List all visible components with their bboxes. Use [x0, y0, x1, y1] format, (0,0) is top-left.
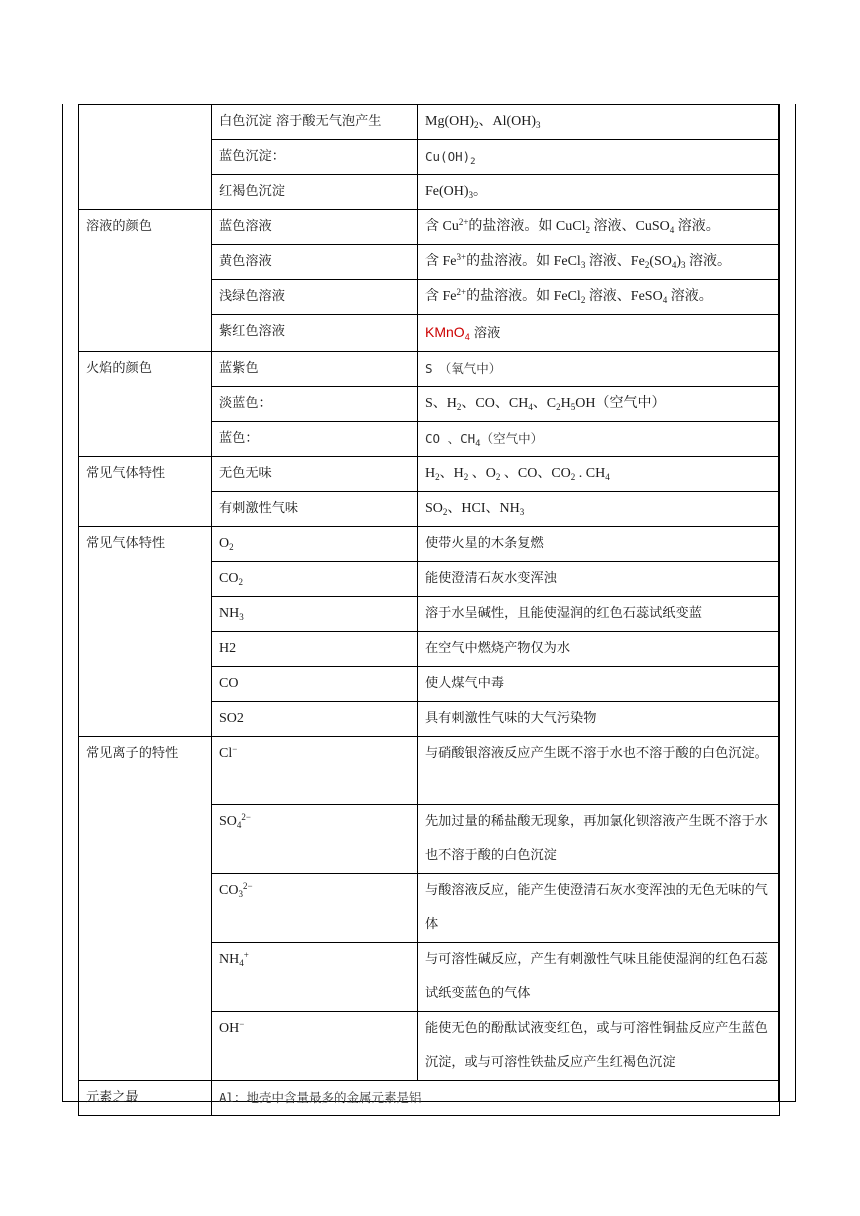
- item-cell: 淡蓝色：: [212, 387, 418, 422]
- detail-cell: S、$H_2$、CO、$CH_4$、$C_2H_5OH$（空气中）: [418, 387, 780, 422]
- detail-cell: $H_2$、$H_2$ 、$O_2$ 、CO、$CO_2$ . $CH_4$: [418, 457, 780, 492]
- item-cell: 紫红色溶液: [212, 315, 418, 352]
- table-row: [79, 1081, 780, 1116]
- item-cell: $O_2$: [212, 527, 418, 562]
- table-row: [79, 105, 780, 140]
- detail-cell: 在空气中燃烧产物仅为水: [418, 632, 780, 667]
- detail-cell: $SO_2$、HCI、$NH_3$: [418, 492, 780, 527]
- item-cell: 无色无味: [212, 457, 418, 492]
- item-cell: Cl−: [212, 737, 418, 805]
- category-cell: 溶液的颜色: [79, 210, 212, 352]
- detail-cell: 与硝酸银溶液反应产生既不溶于水也不溶于酸的白色沉淀。: [418, 737, 780, 805]
- table-row: [79, 210, 780, 245]
- detail-cell: 能使无色的酚酞试液变红色，或与可溶性铜盐反应产生蓝色沉淀，或与可溶性铁盐反应产生红褐色沉淀: [418, 1012, 780, 1081]
- detail-cell: S （氧气中）: [418, 352, 780, 387]
- detail-cell: 与可溶性碱反应，产生有刺激性气味且能使湿润的红色石蕊试纸变蓝色的气体: [418, 943, 780, 1012]
- item-cell: OH−: [212, 1012, 418, 1081]
- table-row: [79, 457, 780, 492]
- detail-cell: 先加过量的稀盐酸无现象，再加氯化钡溶液产生既不溶于水也不溶于酸的白色沉淀: [418, 805, 780, 874]
- detail-cell: $Mg(OH)_2$、$Al(OH)_3$: [418, 105, 780, 140]
- chemistry-table: [78, 104, 780, 1116]
- item-cell: SO2: [212, 702, 418, 737]
- category-cell: 常见气体特性: [79, 527, 212, 737]
- detail-cell: 使带火星的木条复燃: [418, 527, 780, 562]
- item-cell: 白色沉淀 溶于酸无气泡产生: [212, 105, 418, 140]
- item-cell: 红褐色沉淀: [212, 175, 418, 210]
- item-cell: $SO_4^{2-}$: [212, 805, 418, 874]
- item-cell: 蓝色：: [212, 422, 418, 457]
- detail-cell: KMnO$_4$ 溶液: [418, 315, 780, 352]
- item-cell: CO: [212, 667, 418, 702]
- detail-cell: CO 、$CH_4$（空气中）: [418, 422, 780, 457]
- detail-cell: 与酸溶液反应，能产生使澄清石灰水变浑浊的无色无味的气体: [418, 874, 780, 943]
- detail-cell: Al：地壳中含量最多的金属元素是铝: [212, 1081, 780, 1116]
- detail-cell: 使人煤气中毒: [418, 667, 780, 702]
- category-cell: 常见气体特性: [79, 457, 212, 527]
- item-cell: 黄色溶液: [212, 245, 418, 280]
- detail-cell: $Cu(OH)_2$: [418, 140, 780, 175]
- detail-cell: $Fe(OH)_3$。: [418, 175, 780, 210]
- table-row: [79, 352, 780, 387]
- item-cell: 蓝色沉淀：: [212, 140, 418, 175]
- table-row: [79, 527, 780, 562]
- category-cell: 常见离子的特性: [79, 737, 212, 1081]
- detail-cell: 含 $Cu^{2+}$的盐溶液。如 CuCl$_2$ 溶液、CuSO$_4$ 溶液。: [418, 210, 780, 245]
- item-cell: H2: [212, 632, 418, 667]
- item-cell: $CO_3^{2-}$: [212, 874, 418, 943]
- detail-cell: 含 $Fe^{3+}$的盐溶液。如 FeCl$_3$ 溶液、$Fe_2(SO_4)_3$ 溶液。: [418, 245, 780, 280]
- category-cell: 元素之最: [79, 1081, 212, 1116]
- item-cell: 蓝色溶液: [212, 210, 418, 245]
- detail-cell: 溶于水呈碱性，且能使湿润的红色石蕊试纸变蓝: [418, 597, 780, 632]
- table-row: [79, 737, 780, 805]
- detail-cell: 能使澄清石灰水变浑浊: [418, 562, 780, 597]
- item-cell: $CO_2$: [212, 562, 418, 597]
- kmno4-formula: KMnO$_4$: [425, 324, 470, 342]
- category-cell: 火焰的颜色: [79, 352, 212, 457]
- item-cell: 浅绿色溶液: [212, 280, 418, 315]
- category-cell: [79, 105, 212, 210]
- detail-cell: 具有刺激性气味的大气污染物: [418, 702, 780, 737]
- item-cell: $NH_4^+$: [212, 943, 418, 1012]
- item-cell: 蓝紫色: [212, 352, 418, 387]
- detail-cell: 含 $Fe^{2+}$的盐溶液。如 FeCl$_2$ 溶液、FeSO$_4$ 溶液。: [418, 280, 780, 315]
- item-cell: $NH_3$: [212, 597, 418, 632]
- item-cell: 有刺激性气味: [212, 492, 418, 527]
